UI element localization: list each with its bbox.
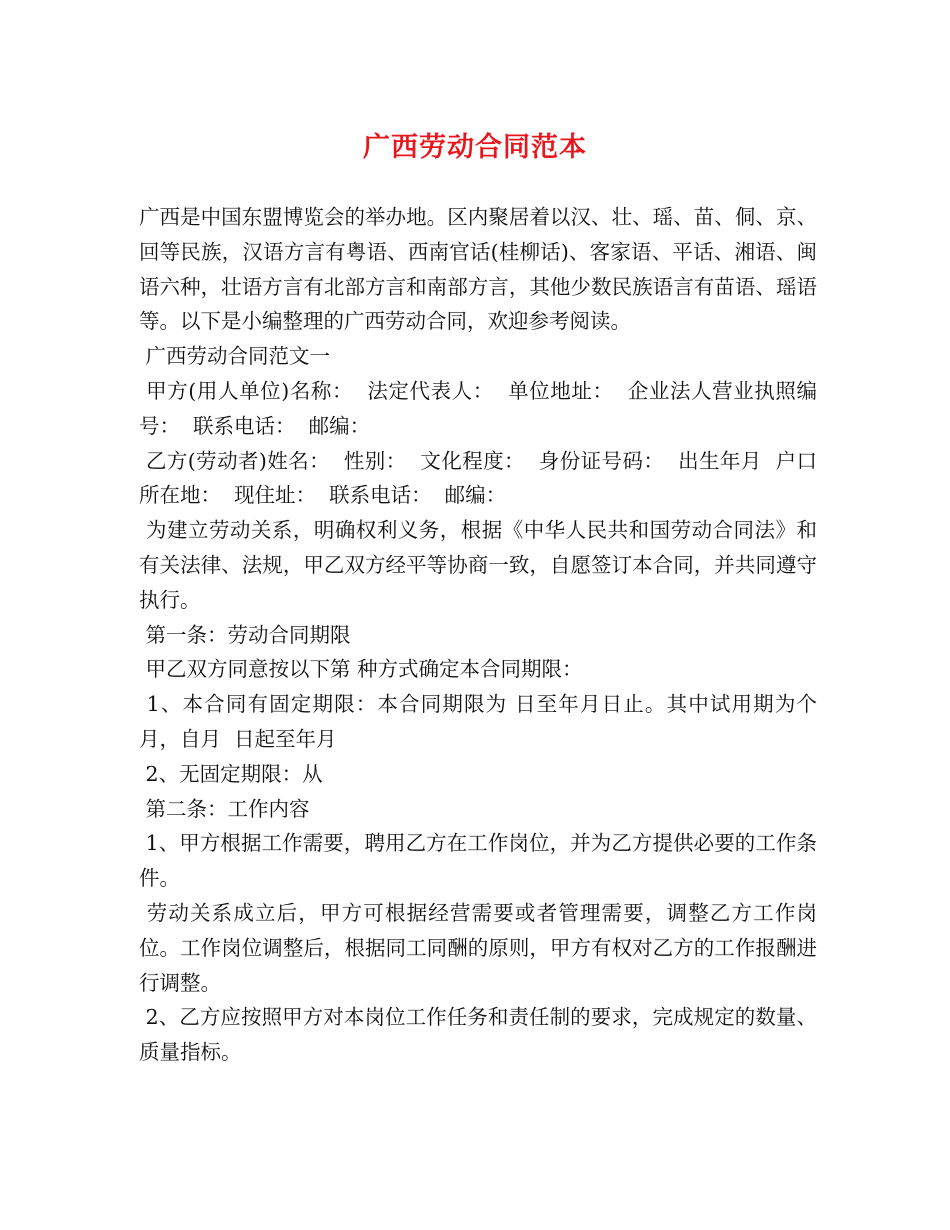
- paragraph-article-2-item-1: 1、甲方根据工作需要，聘用乙方在工作岗位，并为乙方提供必要的工作条件。: [139, 831, 817, 891]
- document-title: 广西劳动合同范本: [363, 132, 587, 163]
- paragraph-article-1-item-1: 1、本合同有固定期限：本合同期限为 日至年月日止。其中试用期为个月，自月 日起至年月: [139, 692, 817, 751]
- paragraph-sample-heading: 广西劳动合同范文一: [139, 344, 331, 369]
- paragraph-article-2-item-2: 2、乙方应按照甲方对本岗位工作任务和责任制的要求，完成规定的数量、质量指标。: [139, 1005, 817, 1065]
- paragraph-article-2-adjustment: 劳动关系成立后，甲方可根据经营需要或者管理需要，调整乙方工作岗位。工作岗位调整后，根据同工同酬的原则，甲方有权对乙方的工作报酬进行调整。: [139, 900, 817, 995]
- paragraph-preamble: 为建立劳动关系，明确权利义务，根据《中华人民共和国劳动合同法》和有关法律、法规，甲乙双方经平等协商一致，自愿签订本合同，并共同遵守执行。: [139, 518, 817, 612]
- paragraph-party-b: 乙方(劳动者)姓名： 性别： 文化程度： 身份证号码： 出生年月 户口所在地： 现住址： 联系电话： 邮编：: [139, 448, 817, 508]
- paragraph-article-1-heading: 第一条：劳动合同期限: [139, 622, 351, 647]
- paragraph-intro: 广西是中国东盟博览会的举办地。区内聚居着以汉、壮、瑶、苗、侗、京、回等民族，汉语方言有粤语、西南官话(桂柳话)、客家语、平话、湘语、闽语六种，壮语方言有北部方言和南部方言，其他少数民族语言有苗语、瑶语等。以下是小编整理的广西劳动合同，欢迎参考阅读。: [139, 205, 817, 334]
- paragraph-party-a: 甲方(用人单位)名称： 法定代表人： 单位地址： 企业法人营业执照编号： 联系电话： 邮编：: [139, 378, 817, 438]
- paragraph-article-1-intro: 甲乙双方同意按以下第 种方式确定本合同期限：: [139, 657, 583, 682]
- paragraph-article-1-item-2: 2、无固定期限：从: [139, 761, 323, 786]
- document-body: [139, 200, 817, 1070]
- paragraph-article-2-heading: 第二条：工作内容: [139, 796, 310, 821]
